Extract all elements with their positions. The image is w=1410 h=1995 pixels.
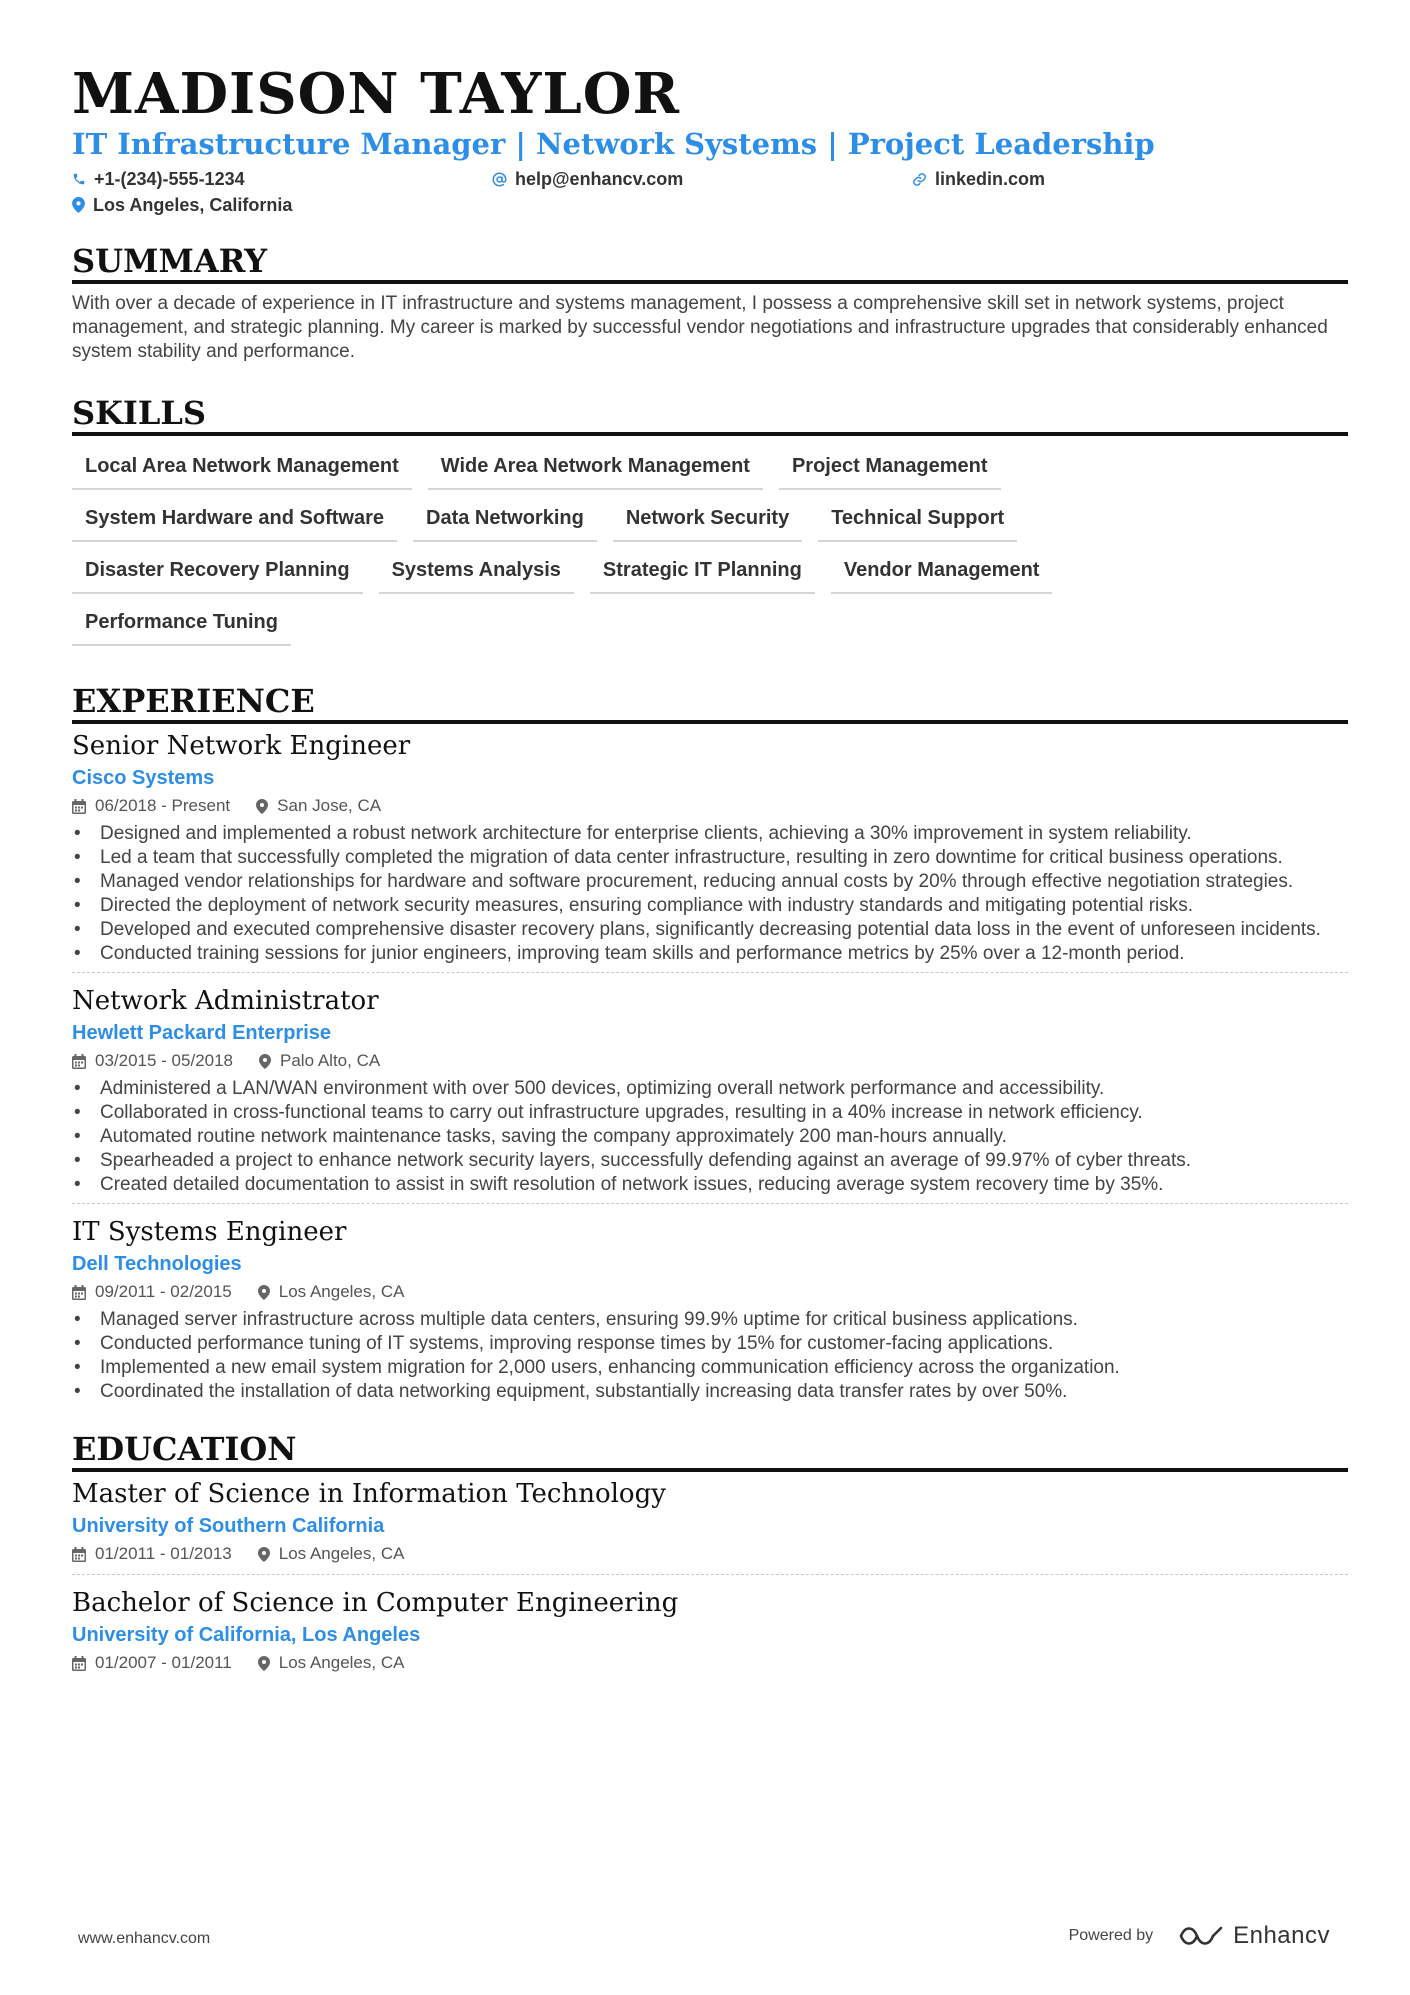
calendar-icon xyxy=(72,799,86,814)
experience-title: EXPERIENCE xyxy=(72,682,1348,724)
skill-tag: Local Area Network Management xyxy=(72,446,412,490)
calendar-icon xyxy=(72,1054,86,1069)
headline: IT Infrastructure Manager | Network Systems | Project Leadership xyxy=(72,127,1155,161)
job-bullet: • Automated routine network maintenance tasks, saving the company approximately 200 man-hours annually. xyxy=(72,1125,1348,1149)
education-dates: 01/2011 - 01/2013 xyxy=(95,1544,232,1563)
school-name: University of Southern California xyxy=(72,1515,385,1537)
job-bullet: • Conducted training sessions for junior engineers, improving team skills and performance metrics by 25% over a 12-month period. xyxy=(72,942,1348,966)
candidate-name: MADISON TAYLOR xyxy=(72,61,681,127)
job-location: Los Angeles, CA xyxy=(278,1282,405,1301)
calendar-icon xyxy=(72,1656,86,1671)
skill-tag: Project Management xyxy=(779,446,1001,490)
job-dates: 06/2018 - Present xyxy=(95,796,231,815)
location-pin-icon xyxy=(256,799,268,814)
job-entry xyxy=(72,1203,1348,1410)
job-bullet: • Coordinated the installation of data networking equipment, substantially increasing data transfer rates by over 50%. xyxy=(72,1380,1348,1404)
at-sign-icon xyxy=(492,172,507,187)
education-entry xyxy=(72,1574,1348,1683)
company-name: Hewlett Packard Enterprise xyxy=(72,1022,331,1044)
education-meta xyxy=(72,1649,1348,1677)
contact-phone[interactable] xyxy=(72,166,492,192)
job-bullet: • Spearheaded a project to enhance network security layers, successfully defending against an average of 99.97% of cyber threats. xyxy=(72,1149,1348,1173)
skill-tag: Technical Support xyxy=(818,498,1017,542)
school-name: University of California, Los Angeles xyxy=(72,1624,421,1646)
job-bullets xyxy=(72,822,1348,966)
job-bullet: • Directed the deployment of network security measures, ensuring compliance with industry standards and mitigating potential risks. xyxy=(72,894,1348,918)
company-name: Dell Technologies xyxy=(72,1253,242,1275)
job-bullet: • Administered a LAN/WAN environment with over 500 devices, optimizing overall network performance and accessibility. xyxy=(72,1077,1348,1101)
footer-website[interactable]: www.enhancv.com xyxy=(78,1930,211,1947)
education-meta xyxy=(72,1540,1348,1568)
job-bullets xyxy=(72,1308,1348,1404)
skill-tag: Wide Area Network Management xyxy=(428,446,763,490)
job-bullet: • Managed vendor relationships for hardware and software procurement, reducing annual costs by 20% through effective negotiation strategies. xyxy=(72,870,1348,894)
brand-name: Enhancv xyxy=(1233,1922,1330,1949)
job-bullet: • Designed and implemented a robust network architecture for enterprise clients, achieving a 30% improvement in system reliability. xyxy=(72,822,1348,846)
phone-icon xyxy=(72,172,86,186)
contact-email[interactable] xyxy=(492,166,912,192)
job-location: Palo Alto, CA xyxy=(280,1051,381,1070)
company-name: Cisco Systems xyxy=(72,767,215,789)
contact-info xyxy=(72,166,1348,218)
education-location: Los Angeles, CA xyxy=(278,1653,405,1672)
location-pin-icon xyxy=(72,197,85,213)
job-bullet: • Managed server infrastructure across multiple data centers, ensuring 99.9% uptime for critical business applications. xyxy=(72,1308,1348,1332)
linkedin-text: linkedin.com xyxy=(935,168,1046,189)
degree-title: Bachelor of Science in Computer Engineering xyxy=(72,1588,679,1618)
education-title: EDUCATION xyxy=(72,1430,1348,1472)
skills-section xyxy=(72,394,1348,654)
resume-page xyxy=(72,62,1348,1683)
skills-title: SKILLS xyxy=(72,394,1348,436)
job-entry xyxy=(72,972,1348,1203)
education-dates: 01/2007 - 01/2011 xyxy=(95,1653,232,1672)
contact-linkedin[interactable] xyxy=(912,166,1348,192)
skill-tag: Systems Analysis xyxy=(379,550,574,594)
job-title: Senior Network Engineer xyxy=(72,731,411,761)
summary-title: SUMMARY xyxy=(72,242,1348,284)
location-pin-icon xyxy=(259,1054,271,1069)
job-bullet: • Led a team that successfully completed the migration of data center infrastructure, resulting in zero downtime for critical business operations. xyxy=(72,846,1348,870)
skill-tag: Vendor Management xyxy=(831,550,1053,594)
contact-location xyxy=(72,192,492,218)
powered-by-label: Powered by xyxy=(1068,1927,1154,1944)
job-title: IT Systems Engineer xyxy=(72,1217,347,1247)
location-pin-icon xyxy=(258,1285,270,1300)
job-meta xyxy=(72,1278,1348,1306)
calendar-icon xyxy=(72,1285,86,1300)
job-title: Network Administrator xyxy=(72,986,379,1016)
job-dates: 03/2015 - 05/2018 xyxy=(95,1051,234,1070)
job-bullets xyxy=(72,1077,1348,1197)
job-meta xyxy=(72,1047,1348,1075)
job-meta xyxy=(72,792,1348,820)
job-dates: 09/2011 - 02/2015 xyxy=(95,1282,232,1301)
summary-section xyxy=(72,242,1348,364)
calendar-icon xyxy=(72,1547,86,1562)
link-icon xyxy=(912,172,927,187)
skill-tag: Strategic IT Planning xyxy=(590,550,815,594)
education-section xyxy=(72,1430,1348,1683)
job-bullet: • Conducted performance tuning of IT systems, improving response times by 15% for customer-facing applications. xyxy=(72,1332,1348,1356)
skill-tag: Performance Tuning xyxy=(72,602,291,646)
footer-branding[interactable] xyxy=(1069,1922,1330,1950)
location-pin-icon xyxy=(258,1656,270,1671)
skill-tag: System Hardware and Software xyxy=(72,498,397,542)
skill-tag: Network Security xyxy=(613,498,802,542)
education-entry xyxy=(72,1476,1348,1574)
enhancv-logo-icon xyxy=(1177,1924,1225,1948)
job-bullet: • Developed and executed comprehensive disaster recovery plans, significantly decreasing potential data loss in the event of unforeseen incidents. xyxy=(72,918,1348,942)
email-text: help@enhancv.com xyxy=(515,168,684,189)
skills-list xyxy=(72,446,1348,654)
job-bullet: • Collaborated in cross-functional teams to carry out infrastructure upgrades, resulting in a 40% increase in network efficiency. xyxy=(72,1101,1348,1125)
summary-text: With over a decade of experience in IT infrastructure and systems management, I possess a comprehensive skill set in network systems, project management, and strategic planning. My career is marked by successful vendor negotiations and infrastructure upgrades that considerably enhanced system stability and performance. xyxy=(72,293,1328,362)
job-entry xyxy=(72,728,1348,972)
phone-text: +1-(234)-555-1234 xyxy=(94,168,245,189)
job-bullet: • Implemented a new email system migration for 2,000 users, enhancing communication efficiency across the organization. xyxy=(72,1356,1348,1380)
education-location: Los Angeles, CA xyxy=(278,1544,405,1563)
job-location: San Jose, CA xyxy=(277,796,382,815)
skill-tag: Data Networking xyxy=(413,498,597,542)
skill-tag: Disaster Recovery Planning xyxy=(72,550,363,594)
job-bullet: • Created detailed documentation to assist in swift resolution of network issues, reducing average system recovery time by 35%. xyxy=(72,1173,1348,1197)
location-text: Los Angeles, California xyxy=(93,194,293,215)
experience-section xyxy=(72,682,1348,1410)
degree-title: Master of Science in Information Technology xyxy=(72,1479,666,1509)
location-pin-icon xyxy=(258,1547,270,1562)
